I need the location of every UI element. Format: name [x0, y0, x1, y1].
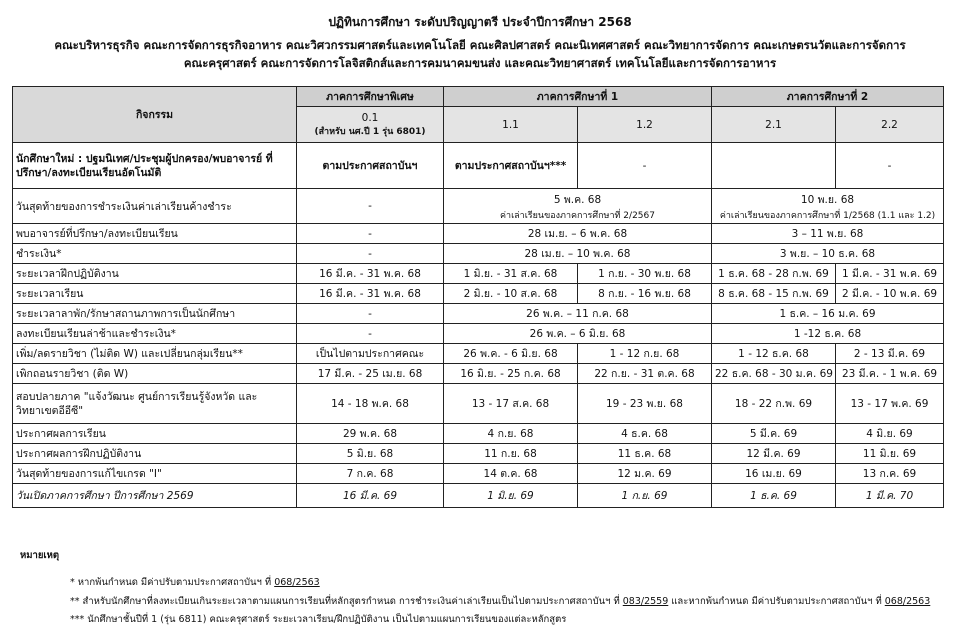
- cell-2-1: 18 - 22 ก.พ. 69: [712, 384, 836, 424]
- cell-2-1: 5 มี.ค. 69: [712, 424, 836, 444]
- cell-2-2: 13 ก.ค. 69: [836, 464, 944, 484]
- cell-1-2: 4 ธ.ค. 68: [578, 424, 712, 444]
- notes-heading: หมายเหตุ: [20, 550, 60, 561]
- cell-value: 5 พ.ค. 68: [553, 193, 602, 206]
- cell-special: -: [297, 324, 444, 344]
- cell-2-2: 23 มี.ค. - 1 พ.ค. 69: [836, 364, 944, 384]
- cell-special: -: [297, 304, 444, 324]
- header-sub-1-2: 1.2: [578, 107, 712, 143]
- table-row: [13, 364, 944, 384]
- note-2-text-b: และหากพ้นกำหนด มีค่าปรับตามประกาศสถาบันฯ ที่: [668, 596, 885, 607]
- academic-calendar-table: [12, 86, 944, 508]
- cell-1-2: 19 - 23 พ.ย. 68: [578, 384, 712, 424]
- cell-semester-2: [712, 189, 944, 224]
- row-label: ชำระเงิน*: [13, 244, 297, 264]
- cell-1-1: 16 มิ.ย. - 25 ก.ค. 68: [444, 364, 578, 384]
- cell-1-2: 11 ธ.ค. 68: [578, 444, 712, 464]
- cell-semester-1: 28 เม.ย. – 10 พ.ค. 68: [444, 244, 712, 264]
- table-row: [13, 344, 944, 364]
- cell-2-2: 1 มี.ค. - 31 พ.ค. 69: [836, 264, 944, 284]
- header-special-semester: ภาคการศึกษาพิเศษ: [297, 87, 444, 107]
- cell-1-1: 2 มิ.ย. - 10 ส.ค. 68: [444, 284, 578, 304]
- page-title: ปฏิทินการศึกษา ระดับปริญญาตรี ประจำปีการศึกษา 2568: [328, 15, 632, 29]
- table-row: [13, 224, 944, 244]
- cell-2-2: 4 มิ.ย. 69: [836, 424, 944, 444]
- cell-1-1: 4 ก.ย. 68: [444, 424, 578, 444]
- header-activity: กิจกรรม: [13, 87, 297, 143]
- header-semester-2: ภาคการศึกษาที่ 2: [712, 87, 944, 107]
- table-row: [13, 424, 944, 444]
- row-label: ประกาศผลการฝึกปฏิบัติงาน: [13, 444, 297, 464]
- note-1-ref: 068/2563: [274, 577, 320, 588]
- cell-semester-1: 26 พ.ค. – 11 ก.ค. 68: [444, 304, 712, 324]
- cell-special: ตามประกาศสถาบันฯ: [297, 143, 444, 189]
- cell-special: 29 พ.ค. 68: [297, 424, 444, 444]
- cell-1-1: 14 ต.ค. 68: [444, 464, 578, 484]
- cell-special: เป็นไปตามประกาศคณะ: [297, 344, 444, 364]
- row-label: วันสุดท้ายของการแก้ไขเกรด "I": [13, 464, 297, 484]
- cell-special: 5 มิ.ย. 68: [297, 444, 444, 464]
- cell-2-1: 1 ธ.ค. 68 - 28 ก.พ. 69: [712, 264, 836, 284]
- row-label: เพิ่ม/ลดรายวิชา (ไม่ติด W) และเปลี่ยนกลุ่มเรียน**: [13, 344, 297, 364]
- cell-special: -: [297, 244, 444, 264]
- row-label: วันสุดท้ายของการชำระเงินค่าเล่าเรียนค้างชำระ: [13, 189, 297, 224]
- cell-1-2: 8 ก.ย. - 16 พ.ย. 68: [578, 284, 712, 304]
- cell-special: -: [297, 224, 444, 244]
- note-2-ref-2: 068/2563: [884, 596, 931, 607]
- cell-1-2: 12 ม.ค. 69: [578, 464, 712, 484]
- cell-semester-1: 28 เม.ย. – 6 พ.ค. 68: [444, 224, 712, 244]
- cell-1-1: ตามประกาศสถาบันฯ***: [444, 143, 578, 189]
- cell-2-2: 11 มิ.ย. 69: [836, 444, 944, 464]
- cell-1-1: 26 พ.ค. - 6 มิ.ย. 68: [444, 344, 578, 364]
- header-sub-1-1: 1.1: [444, 107, 578, 143]
- cell-subnote: ค่าเล่าเรียนของภาคการศึกษาที่ 1/2568 (1.1 และ 1.2): [719, 210, 936, 221]
- cell-2-1: 22 ธ.ค. 68 - 30 ม.ค. 69: [712, 364, 836, 384]
- row-label: เพิกถอนรายวิชา (ติด W): [13, 364, 297, 384]
- table-row: [13, 444, 944, 464]
- row-label: วันเปิดภาคการศึกษา ปีการศึกษา 2569: [13, 484, 297, 508]
- cell-semester-1: 26 พ.ค. – 6 มิ.ย. 68: [444, 324, 712, 344]
- table-row: [13, 244, 944, 264]
- cell-2-1: 8 ธ.ค. 68 - 15 ก.พ. 69: [712, 284, 836, 304]
- header-sub-2-2: 2.2: [836, 107, 944, 143]
- cell-special: 17 มี.ค. - 25 เม.ย. 68: [297, 364, 444, 384]
- header-sub-2-1: 2.1: [712, 107, 836, 143]
- cell-1-1: 1 มิ.ย. 69: [444, 484, 578, 508]
- row-label: ลงทะเบียนเรียนล่าช้าและชำระเงิน*: [13, 324, 297, 344]
- row-label: ระยะเวลาฝึกปฏิบัติงาน: [13, 264, 297, 284]
- row-label: ระยะเวลาลาพัก/รักษาสถานภาพการเป็นนักศึกษา: [13, 304, 297, 324]
- cell-1-2: 1 - 12 ก.ย. 68: [578, 344, 712, 364]
- table-row: [13, 384, 944, 424]
- cell-1-2: 1 ก.ย. 69: [578, 484, 712, 508]
- note-1: [70, 575, 320, 590]
- cell-subnote: ค่าเล่าเรียนของภาคการศึกษาที่ 2/2567: [500, 210, 655, 221]
- cell-2-2: -: [836, 143, 944, 189]
- cell-special: 7 ก.ค. 68: [297, 464, 444, 484]
- row-label: สอบปลายภาค "แจ้งวัฒนะ ศูนย์การเรียนรู้จังหวัด และ วิทยาเขตอีอีซี": [13, 384, 297, 424]
- faculties-line-2: คณะครุศาสตร์ คณะการจัดการโลจิสติกส์และการคมนาคมขนส่ง และคณะวิทยาศาสตร์ เทคโนโลยีและการจัดการอาหาร: [183, 56, 777, 70]
- table-row: [13, 189, 944, 224]
- cell-1-2: -: [578, 143, 712, 189]
- cell-special: 16 มี.ค. - 31 พ.ค. 68: [297, 284, 444, 304]
- cell-semester-2: 3 – 11 พ.ย. 68: [712, 224, 944, 244]
- note-1-text: * หากพ้นกำหนด มีค่าปรับตามประกาศสถาบันฯ ที่: [70, 577, 275, 588]
- cell-semester-2: 1 ธ.ค. – 16 ม.ค. 69: [712, 304, 944, 324]
- table-row: [13, 304, 944, 324]
- table-row: [13, 284, 944, 304]
- sub-0-1-label: 0.1: [361, 111, 379, 124]
- cell-2-1: 12 มี.ค. 69: [712, 444, 836, 464]
- row-label: นักศึกษาใหม่ : ปฐมนิเทศ/ประชุมผู้ปกครอง/พบอาจารย์ ที่ปรึกษา/ลงทะเบียนเรียนอัตโนมัติ: [13, 143, 297, 189]
- cell-2-2: 13 - 17 พ.ค. 69: [836, 384, 944, 424]
- note-3: *** นักศึกษาชั้นปีที่ 1 (รุ่น 6811) คณะครุศาสตร์ ระยะเวลาเรียน/ฝึกปฏิบัติงาน เป็นไปตามแผนการเรียนของแต่ละหลักสูตร: [70, 614, 567, 625]
- cell-2-1: 1 ธ.ค. 69: [712, 484, 836, 508]
- cell-value: 10 พ.ย. 68: [800, 193, 855, 206]
- cell-1-1: 11 ก.ย. 68: [444, 444, 578, 464]
- cell-special: 16 มี.ค. 69: [297, 484, 444, 508]
- cell-semester-2: 3 พ.ย. – 10 ธ.ค. 68: [712, 244, 944, 264]
- cell-semester-1: [444, 189, 712, 224]
- table-row: [13, 464, 944, 484]
- cell-semester-2: 1 -12 ธ.ค. 68: [712, 324, 944, 344]
- header-semester-1: ภาคการศึกษาที่ 1: [444, 87, 712, 107]
- row-label: ระยะเวลาเรียน: [13, 284, 297, 304]
- cell-1-2: 22 ก.ย. - 31 ต.ค. 68: [578, 364, 712, 384]
- table-row: [13, 484, 944, 508]
- row-label: พบอาจารย์ที่ปรึกษา/ลงทะเบียนเรียน: [13, 224, 297, 244]
- cell-2-1: 16 เม.ย. 69: [712, 464, 836, 484]
- cell-2-2: 1 มี.ค. 70: [836, 484, 944, 508]
- table-row: [13, 324, 944, 344]
- cell-special: -: [297, 189, 444, 224]
- row-label: ประกาศผลการเรียน: [13, 424, 297, 444]
- cell-2-2: 2 มี.ค. - 10 พ.ค. 69: [836, 284, 944, 304]
- cell-1-2: 1 ก.ย. - 30 พ.ย. 68: [578, 264, 712, 284]
- note-2-text: ** สำหรับนักศึกษาที่ลงทะเบียนเกินระยะเวลาตามแผนการเรียนที่หลักสูตรกำหนด การชำระเงินค่าเล่าเรียนเป็นไปตามประกาศสถาบันฯ ที่: [70, 596, 623, 607]
- cell-1-1: 13 - 17 ส.ค. 68: [444, 384, 578, 424]
- cell-special: 16 มี.ค. - 31 พ.ค. 68: [297, 264, 444, 284]
- table-row: [13, 264, 944, 284]
- cell-1-1: 1 มิ.ย. - 31 ส.ค. 68: [444, 264, 578, 284]
- cell-2-2: 2 - 13 มี.ค. 69: [836, 344, 944, 364]
- table-row: [13, 143, 944, 189]
- faculties-line-1: คณะบริหารธุรกิจ คณะการจัดการธุรกิจอาหาร คณะวิศวกรรมศาสตร์และเทคโนโลยี คณะศิลปศาสตร์ คณะนิเทศศาสตร์ คณะวิทยาการจัดการ คณะเกษตรนวัตและการจัดการ: [54, 38, 906, 52]
- cell-special: 14 - 18 พ.ค. 68: [297, 384, 444, 424]
- cell-2-1: [712, 143, 836, 189]
- sub-0-1-note: (สำหรับ นศ.ปี 1 รุ่น 6801): [314, 126, 426, 137]
- note-2-ref-1: 083/2559: [622, 596, 669, 607]
- header-sub-0-1: [297, 107, 444, 143]
- cell-2-1: 1 - 12 ธ.ค. 68: [712, 344, 836, 364]
- note-2: [70, 594, 930, 609]
